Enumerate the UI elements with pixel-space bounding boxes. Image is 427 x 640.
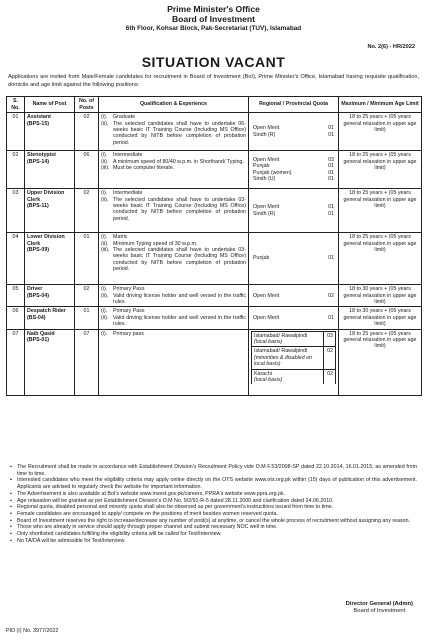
- header-sno: S. No.: [7, 97, 25, 113]
- qualification-index: (i).: [101, 234, 108, 241]
- note-text: Age relaxation will be granted as per Establishment Division's O.M No. 9/2/91-R-5 dated 28.11.2000 and clarification dated 24.06.2010.: [17, 497, 334, 504]
- cell-no-of-posts: 07: [75, 329, 99, 395]
- cell-post: [25, 151, 75, 189]
- qualification-text: Primary Pass: [113, 308, 145, 315]
- quota-region: Open Merit: [253, 292, 280, 299]
- cell-no-of-posts: 02: [75, 189, 99, 233]
- qualification-index: (i).: [101, 190, 108, 197]
- qualification-index: (i).: [101, 330, 108, 337]
- quota-region: Punjab: [253, 255, 270, 262]
- qualification-index: (ii).: [101, 120, 109, 127]
- table-row: [7, 233, 422, 285]
- signatory-org: Board of Investment: [353, 608, 406, 614]
- cell-qualification: [99, 307, 249, 329]
- bullet-icon: ▪: [10, 537, 12, 544]
- cell-no-of-posts: 02: [75, 285, 99, 307]
- quota-count: 01: [328, 125, 334, 132]
- quota-region: Open Merit: [253, 125, 280, 132]
- quota-list: [251, 292, 336, 300]
- cell-sno: 04: [7, 233, 25, 285]
- cell-qualification: [99, 285, 249, 307]
- qualification-index: (ii).: [101, 196, 109, 203]
- cell-quota: [249, 285, 339, 307]
- qualification-item: [101, 315, 246, 328]
- office-name: Prime Minister's Office: [167, 4, 260, 14]
- quota-region: [252, 347, 324, 369]
- header-quota: Regional / Provincial Quota: [249, 97, 339, 113]
- quota-count: 01: [328, 131, 334, 138]
- quota-region: Open Merit: [253, 314, 280, 321]
- vacancy-table: [6, 96, 422, 396]
- quota-count: 01: [328, 163, 334, 170]
- cell-post: [25, 329, 75, 395]
- note-text: Female candidates are encouraged to apply/ compete on the positions of merit besides women reserved quota.: [17, 510, 278, 517]
- header-post: Name of Post: [25, 97, 75, 113]
- quota-count: 03: [324, 331, 336, 347]
- bullet-icon: ▪: [10, 510, 12, 517]
- cell-quota: [249, 329, 339, 395]
- quota-row: [252, 347, 336, 369]
- qualification-text: A minimum speed of 80/40 w.p.m. in Shorthand/ Typing.: [113, 158, 244, 165]
- office-address: 6th Floor, Kohsar Block, Pak-Secretariat (TUV), Islamabad: [125, 25, 302, 32]
- note-item: [10, 464, 417, 477]
- note-item: [10, 524, 417, 531]
- post-scale: (BPS-14): [27, 158, 50, 165]
- header-no-of-posts: No. of Posts: [75, 97, 99, 113]
- note-text: Those who are already in service should apply through proper channel and submit necessary NOC well in time.: [17, 524, 278, 531]
- qualification-text: Valid driving license holder and well versed in the traffic rules.: [113, 314, 246, 328]
- cell-no-of-posts: 01: [75, 233, 99, 285]
- post-name: Upper Division Clerk: [27, 190, 65, 203]
- reference-number: No. 2(6) - HR/2022: [367, 44, 415, 50]
- post-scale: (BS-04): [27, 314, 46, 321]
- qualification-text: Minimum Typing speed of 30 w.p.m.: [113, 240, 198, 247]
- note-item: [10, 491, 417, 498]
- qualification-text: Matric: [113, 234, 128, 241]
- note-item: [10, 504, 417, 511]
- quota-row: [252, 369, 336, 384]
- quota-region-name: Karachi: [254, 370, 272, 377]
- quota-row: [253, 255, 334, 261]
- cell-sno: 02: [7, 151, 25, 189]
- cell-post: [25, 113, 75, 151]
- bullet-icon: ▪: [10, 477, 12, 484]
- quota-list: [251, 156, 336, 184]
- cell-qualification: [99, 151, 249, 189]
- cell-sno: 06: [7, 307, 25, 329]
- qualification-text: Graduate: [113, 114, 136, 121]
- qualification-item: [101, 331, 246, 337]
- qualification-index: (i).: [101, 308, 108, 315]
- table-row: [7, 189, 422, 233]
- note-text: The Recruitment shall be made in accordance with Establishment Division's Recruitment Policy vide O.M F.53/2008-SP dated 22.10.2014, 16.01.2015, as amended from time to time.: [17, 464, 417, 477]
- post-name: Naib Qasid: [27, 330, 55, 337]
- bullet-icon: ▪: [10, 464, 12, 470]
- quota-region-name: Islamabad/ Rawalpindi: [254, 332, 308, 339]
- cell-no-of-posts: 01: [75, 307, 99, 329]
- cell-quota: [249, 189, 339, 233]
- header-age-limit: Maximum / Minimum Age Limit: [339, 97, 422, 113]
- intro-paragraph: Applications are invited from Male/Female candidates for recruitment in Board of Investment (BoI), Prime Minister's Office, Islamabad having requisite qualification, domicile and age limit against the following positions:: [8, 74, 419, 88]
- bullet-icon: ▪: [10, 517, 12, 524]
- post-name: Driver: [27, 286, 43, 293]
- quota-region: Punjab (women): [253, 169, 292, 176]
- note-item: [10, 498, 417, 505]
- quota-region-note: (minorities & disabled on local basis): [254, 354, 312, 368]
- post-name: Despatch Rider: [27, 308, 66, 315]
- quota-region-note: (local basis): [254, 339, 283, 346]
- note-text: Interested candidates who meet the eligibility criteria may apply online directly on the OTS website www.ots.org.pk within (15) days of publication of this advertisement. Applicants are advised to regularly check the website for important information.: [17, 477, 417, 491]
- quota-row: [253, 211, 334, 217]
- qualification-text: Primary Pass: [113, 286, 145, 293]
- cell-post: [25, 233, 75, 285]
- note-item: [10, 477, 417, 490]
- qualification-index: (iii).: [101, 247, 110, 253]
- quota-count: 01: [328, 255, 334, 262]
- quota-region: Sindh (R): [253, 210, 276, 217]
- quota-list: [251, 314, 336, 322]
- page-title: SITUATION VACANT: [141, 54, 286, 70]
- note-item: [10, 511, 417, 518]
- cell-quota: [249, 307, 339, 329]
- cell-no-of-posts: 06: [75, 151, 99, 189]
- quota-region: [252, 369, 324, 384]
- bullet-icon: ▪: [10, 497, 12, 504]
- cell-quota: [249, 233, 339, 285]
- cell-qualification: [99, 329, 249, 395]
- note-item: [10, 531, 417, 538]
- cell-age-limit: 18 to 30 years + (05 years general relaxation in upper age limit): [339, 307, 422, 329]
- quota-list: [251, 203, 336, 218]
- quota-row: [253, 315, 334, 321]
- note-text: No TA/DA will be admissible for Test/Interview.: [17, 537, 126, 544]
- quota-region-note: (local basis): [254, 377, 283, 384]
- note-item: [10, 518, 417, 525]
- table-header-row: [7, 97, 422, 113]
- table-row: [7, 151, 422, 189]
- cell-age-limit: 18 to 25 years + (05 years general relaxation in upper age limit): [339, 329, 422, 395]
- quota-region: [252, 331, 324, 347]
- note-text: Only shortlisted candidates fulfilling the eligibility criteria will be called for Test/Interview.: [17, 531, 222, 538]
- table-row: [7, 329, 422, 395]
- quota-region-name: Islamabad/ Rawalpindi: [254, 348, 308, 355]
- qualification-index: (ii).: [101, 240, 109, 247]
- post-name: Stenotypist: [27, 152, 56, 159]
- qualification-text: The selected candidates shall have to undertake 03-weeks basic IT Training Course (Including MS Office) conducted by NITB before completion of probation period.: [113, 196, 246, 222]
- cell-qualification: [99, 113, 249, 151]
- quota-count: 03: [328, 156, 334, 163]
- quota-region: Open Merit: [253, 204, 280, 211]
- post-scale: (BPS-15): [27, 120, 50, 127]
- cell-sno: 03: [7, 189, 25, 233]
- quota-region: Sindh (U): [253, 176, 276, 183]
- quota-row: [253, 293, 334, 299]
- quota-count: 01: [328, 176, 334, 183]
- qualification-item: [101, 121, 246, 147]
- qualification-index: (i).: [101, 114, 108, 121]
- table-row: [7, 307, 422, 329]
- cell-sno: 01: [7, 113, 25, 151]
- qualification-text: Intermediate: [113, 152, 143, 159]
- qualification-index: (iii).: [101, 165, 110, 171]
- qualification-index: (ii).: [101, 314, 109, 321]
- note-text: Board of Investment reserves the right to increase/decrease any number of post(s) at anytime, or cancel the whole process of recruitment without assigning any reason.: [17, 517, 411, 524]
- quota-row: [253, 176, 334, 182]
- qualification-text: Must be computer literate.: [113, 165, 175, 171]
- qualification-item: [101, 165, 246, 171]
- organization-name: Board of Investment: [171, 14, 256, 24]
- bullet-icon: ▪: [10, 504, 12, 511]
- note-text: The Advertisement is also available at BoI's website www.invest.gov.pk/careers, PPRA's website www.ppra.org.pk.: [17, 490, 286, 497]
- cell-age-limit: 18 to 25 years + (05 years general relaxation in upper age limit): [339, 233, 422, 285]
- cell-post: [25, 307, 75, 329]
- bullet-icon: ▪: [10, 490, 12, 497]
- cell-no-of-posts: 02: [75, 113, 99, 151]
- qualification-index: (i).: [101, 152, 108, 159]
- post-scale: (BPS-11): [27, 203, 49, 209]
- quota-count: 02: [324, 369, 336, 384]
- post-name: Lower Division Clerk: [27, 234, 65, 247]
- cell-age-limit: 18 to 30 years + (05 years general relaxation in upper age limit): [339, 285, 422, 307]
- table-row: [7, 113, 422, 151]
- post-scale: (BPS-01): [27, 337, 50, 344]
- cell-age-limit: 18 to 25 years + (05 years general relaxation in upper age limit): [339, 151, 422, 189]
- qualification-text: The selected candidates shall have to undertake 06-weeks basic IT Training Course (Including MS Office) conducted by NITB before completion of probation period.: [113, 120, 246, 146]
- qualification-item: [101, 197, 246, 223]
- qualification-item: [101, 293, 246, 306]
- quota-list: [251, 254, 336, 262]
- cell-quota: [249, 151, 339, 189]
- quota-list: [251, 124, 336, 139]
- post-scale: (BPS-09): [27, 247, 50, 253]
- quota-row: [252, 331, 336, 347]
- cell-qualification: [99, 233, 249, 285]
- qualification-index: (ii).: [101, 158, 109, 165]
- notes-list: [10, 464, 417, 544]
- quota-count: 01: [328, 204, 334, 211]
- cell-post: [25, 285, 75, 307]
- qualification-text: Valid driving license holder and well versed in the traffic rules.: [113, 292, 246, 305]
- pid-number: PID (I) No. 3977/2022: [6, 628, 59, 634]
- header-qualification: Qualification & Experience: [99, 97, 249, 113]
- header: [6, 4, 421, 33]
- table-row: [7, 285, 422, 307]
- cell-post: [25, 189, 75, 233]
- cell-sno: 07: [7, 329, 25, 395]
- cell-age-limit: 18 to 25 years + (05 years general relaxation in upper age limit): [339, 189, 422, 233]
- note-item: [10, 538, 417, 545]
- note-text: Regional quota, disabled personal and minority quota shall also be observed as per government's instructions issued from time to time.: [17, 504, 334, 511]
- bullet-icon: ▪: [10, 531, 12, 538]
- cell-age-limit: 18 to 25 years + (05 years general relaxation in upper age limit): [339, 113, 422, 151]
- qualification-text: The selected candidates shall have to undertake 03-weeks basic IT Training Course (Including MS Office) conducted by NITB before completion of probation period.: [113, 247, 246, 273]
- quota-row: [253, 132, 334, 138]
- qualification-index: (i).: [101, 286, 108, 293]
- quota-subtable: [251, 331, 336, 385]
- post-name: Assistant: [27, 114, 51, 121]
- cell-sno: 05: [7, 285, 25, 307]
- quota-count: 02: [324, 347, 336, 369]
- signature-block: [346, 601, 413, 615]
- bullet-icon: ▪: [10, 524, 12, 531]
- signatory-title: Director General (Admn): [345, 601, 413, 607]
- cell-qualification: [99, 189, 249, 233]
- qualification-item: [101, 247, 246, 273]
- quota-count: 01: [328, 169, 334, 176]
- post-scale: (BPS-04): [27, 292, 50, 299]
- quota-region: Open Merit: [253, 156, 280, 163]
- quota-region: Sindh (R): [253, 131, 276, 138]
- quota-count: 02: [328, 292, 334, 299]
- cell-quota: [249, 113, 339, 151]
- qualification-text: Intermediate: [113, 190, 143, 197]
- quota-count: 01: [328, 314, 334, 321]
- quota-count: 01: [328, 210, 334, 217]
- quota-region: Punjab: [253, 163, 270, 170]
- qualification-index: (ii).: [101, 292, 109, 299]
- qualification-text: Primary pass: [113, 330, 144, 337]
